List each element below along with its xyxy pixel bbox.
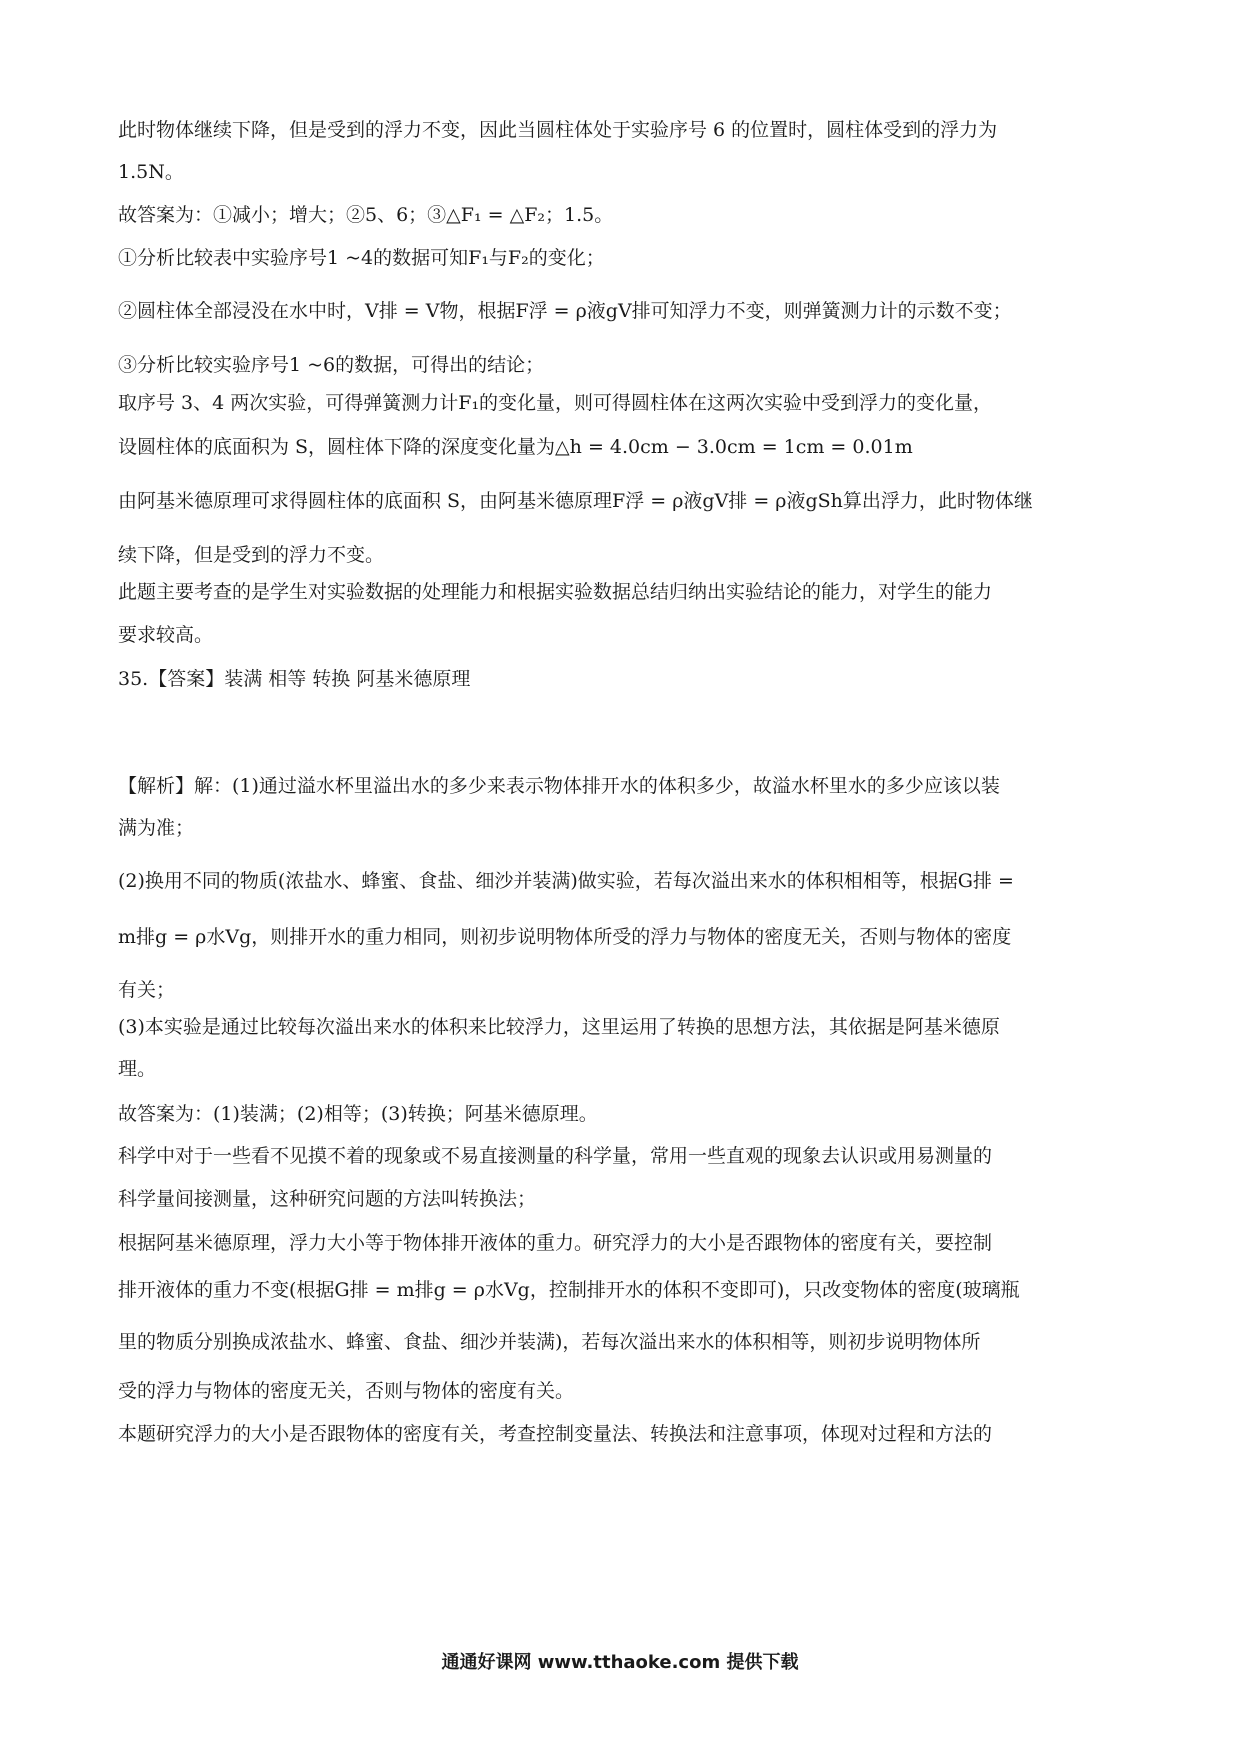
text-line: ③分析比较实验序号1 ~6的数据，可得出的结论； — [118, 354, 545, 376]
text-line: 取序号 3、4 两次实验，可得弹簧测力计F₁的变化量，则可得圆柱体在这两次实验中受到浮力的变化量， — [118, 392, 993, 414]
answer-heading: 35.【答案】装满 相等 转换 阿基米德原理 — [118, 668, 471, 690]
text-line: 科学量间接测量，这种研究问题的方法叫转换法； — [118, 1188, 537, 1210]
text-line: 排开液体的重力不变(根据G排 = m排g = ρ水Vg，控制排开水的体积不变即可)，只改变物体的密度(玻璃瓶 — [118, 1279, 1020, 1301]
text-line: 受的浮力与物体的密度无关，否则与物体的密度有关。 — [118, 1380, 575, 1402]
text-line: 此时物体继续下降，但是受到的浮力不变，因此当圆柱体处于实验序号 6 的位置时，圆柱体受到的浮力为 — [118, 119, 998, 141]
text-line: 设圆柱体的底面积为 S，圆柱体下降的深度变化量为△h = 4.0cm − 3.0cm = 1cm = 0.01m — [118, 436, 913, 458]
text-line: 满为准； — [118, 817, 195, 839]
page-footer: 通通好课网 www.tthaoke.com 提供下载 — [441, 1652, 799, 1673]
text-line: 根据阿基米德原理，浮力大小等于物体排开液体的重力。研究浮力的大小是否跟物体的密度有关，要控制 — [118, 1232, 993, 1254]
text-line: (3)本实验是通过比较每次溢出来水的体积来比较浮力，这里运用了转换的思想方法，其依据是阿基米德原 — [118, 1016, 1000, 1038]
text-line: 要求较高。 — [118, 624, 214, 646]
text-line: 由阿基米德原理可求得圆柱体的底面积 S，由阿基米德原理F浮 = ρ液gV排 = ρ液gSh算出浮力，此时物体继 — [118, 490, 1033, 512]
text-line: 里的物质分别换成浓盐水、蜂蜜、食盐、细沙并装满)，若每次溢出来水的体积相等，则初步说明物体所 — [118, 1331, 981, 1353]
text-line: 理。 — [118, 1058, 157, 1080]
text-line: ①分析比较表中实验序号1 ~4的数据可知F₁与F₂的变化； — [118, 247, 605, 269]
text-line: ②圆柱体全部浸没在水中时，V排 = V物，根据F浮 = ρ液gV排可知浮力不变，则弹簧测力计的示数不变； — [118, 300, 1012, 322]
text-line: 1.5N。 — [118, 161, 184, 183]
text-line: 科学中对于一些看不见摸不着的现象或不易直接测量的科学量，常用一些直观的现象去认识或用易测量的 — [118, 1145, 993, 1167]
text-line: m排g = ρ水Vg，则排开水的重力相同，则初步说明物体所受的浮力与物体的密度无关，否则与物体的密度 — [118, 926, 1012, 948]
text-line: 此题主要考查的是学生对实验数据的处理能力和根据实验数据总结归纳出实验结论的能力，对学生的能力 — [118, 581, 993, 603]
text-line: 故答案为：①减小；增大；②5、6；③△F₁ = △F₂；1.5。 — [118, 204, 614, 226]
text-line: 有关； — [118, 979, 176, 1001]
analysis-heading: 【解析】解：(1)通过溢水杯里溢出水的多少来表示物体排开水的体积多少，故溢水杯里水的多少应该以装 — [118, 775, 1000, 797]
text-line: 本题研究浮力的大小是否跟物体的密度有关，考查控制变量法、转换法和注意事项，体现对过程和方法的 — [118, 1423, 993, 1445]
text-line: 故答案为：(1)装满；(2)相等；(3)转换；阿基米德原理。 — [118, 1103, 598, 1125]
text-line: 续下降，但是受到的浮力不变。 — [118, 544, 385, 566]
text-line: (2)换用不同的物质(浓盐水、蜂蜜、食盐、细沙并装满)做实验，若每次溢出来水的体积相相等，根据G排 = — [118, 870, 1014, 892]
